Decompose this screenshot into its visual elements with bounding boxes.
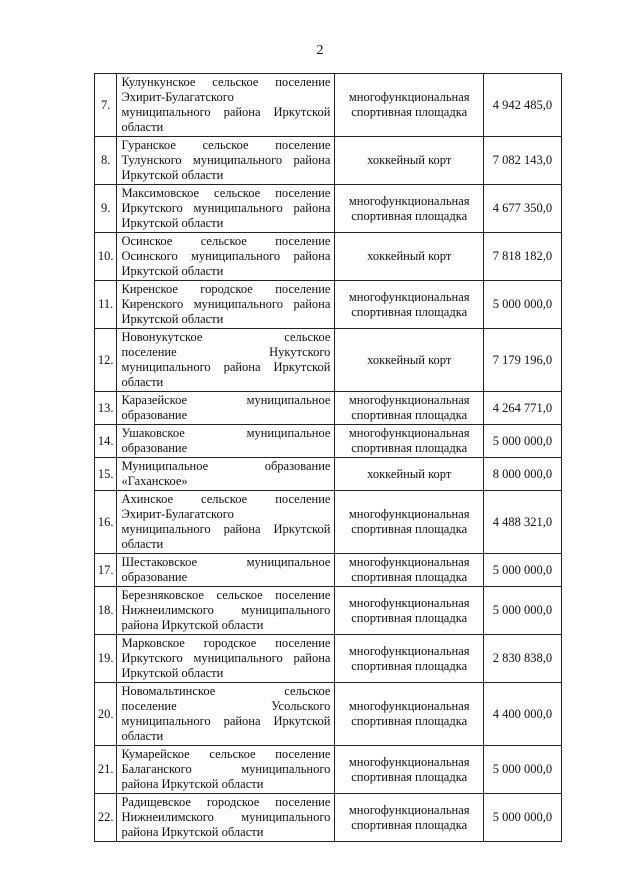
facility-type-line: спортивная площадка: [351, 208, 468, 223]
facility-type-line: хоккейный корт: [367, 153, 452, 167]
municipality-name-line: области: [121, 120, 164, 134]
facility-type: [335, 233, 484, 281]
subsidy-amount: 7 082 143,0: [483, 137, 561, 185]
municipality-name-line: Новомальтинское сельское: [121, 684, 331, 698]
facility-type: [335, 392, 484, 425]
facility-type-line: спортивная площадка: [351, 769, 468, 784]
subsidy-amount: 4 677 350,0: [483, 185, 561, 233]
municipality-name-line: Каразейское муниципальное: [121, 393, 331, 407]
municipality-name-line: Новонукутское сельское: [121, 330, 331, 344]
row-number: 14.: [95, 425, 117, 458]
table-row: [95, 185, 562, 233]
municipality-name-line: Иркутской области: [121, 216, 224, 230]
municipality-name-line: муниципального района Иркутской: [121, 522, 331, 536]
facility-type: [335, 554, 484, 587]
facility-type-line: многофункциональная: [348, 426, 470, 440]
facility-type-line: спортивная площадка: [351, 441, 468, 455]
table-row: [95, 281, 562, 329]
facility-type-line: хоккейный корт: [367, 352, 452, 367]
municipality-name: [117, 554, 335, 587]
table-row: [95, 425, 562, 458]
facility-type-line: многофункциональная: [348, 595, 470, 610]
municipality-name-line: Муниципальное образование: [121, 459, 331, 473]
municipality-name-line: Шестаковское муниципальное: [121, 555, 331, 569]
table-row: [95, 683, 562, 746]
table-row: [95, 554, 562, 587]
municipality-name: [117, 392, 335, 425]
facility-type-line: многофункциональная: [348, 699, 470, 713]
municipality-name: [117, 329, 335, 392]
municipality-name-line: «Гаханское»: [121, 474, 188, 488]
municipality-name: [117, 425, 335, 458]
municipality-name-line: Эхирит-Булагатского: [121, 90, 234, 104]
table-row: [95, 587, 562, 635]
municipality-name: [117, 491, 335, 554]
row-number: 8.: [95, 137, 117, 185]
municipality-name-line: Балаганского муниципального: [121, 762, 331, 776]
facility-type-line: многофункциональная: [348, 393, 470, 407]
row-number: 17.: [95, 554, 117, 587]
municipality-name: [117, 635, 335, 683]
facility-type: [335, 137, 484, 185]
table-row: [95, 392, 562, 425]
subsidy-amount: 8 000 000,0: [483, 458, 561, 491]
facility-type-line: спортивная площадка: [351, 408, 468, 422]
municipality-name-line: Марковское городское поселение: [121, 636, 331, 650]
municipality-name-line: Гуранское сельское поселение: [121, 138, 331, 152]
facility-type: [335, 491, 484, 554]
row-number: 20.: [95, 683, 117, 746]
facility-type-line: многофункциональная: [348, 193, 470, 208]
subsidy-amount: 4 488 321,0: [483, 491, 561, 554]
facility-type-line: спортивная площадка: [351, 610, 468, 625]
row-number: 16.: [95, 491, 117, 554]
municipality-name-line: Максимовское сельское поселение: [121, 186, 331, 200]
facility-type: [335, 458, 484, 491]
municipality-name: [117, 458, 335, 491]
facility-type-line: многофункциональная: [348, 507, 470, 521]
table-row: [95, 74, 562, 137]
municipality-name: [117, 794, 335, 842]
municipality-name: [117, 233, 335, 281]
municipality-name: [117, 185, 335, 233]
municipality-name-line: поселение Нукутского: [121, 345, 331, 359]
row-number: 19.: [95, 635, 117, 683]
municipality-name-line: образование: [121, 570, 188, 584]
subsidy-amount: 5 000 000,0: [483, 425, 561, 458]
facility-type: [335, 185, 484, 233]
table-row: [95, 233, 562, 281]
municipality-name-line: Киренское городское поселение: [121, 282, 331, 296]
table-row: [95, 329, 562, 392]
table-row: [95, 635, 562, 683]
municipality-name: [117, 281, 335, 329]
row-number: 21.: [95, 746, 117, 794]
municipality-name-line: образование: [121, 441, 188, 455]
facility-type: [335, 425, 484, 458]
municipality-name-line: Иркутской области: [121, 666, 224, 680]
municipality-name-line: области: [121, 375, 164, 389]
municipality-name-line: муниципального района Иркутской: [121, 714, 331, 728]
facility-type-line: многофункциональная: [348, 754, 470, 769]
municipality-name-line: Осинского муниципального района: [121, 249, 331, 263]
municipality-name-line: Ахинское сельское поселение: [121, 492, 331, 506]
table-row: [95, 491, 562, 554]
municipality-name-line: муниципального района Иркутской: [121, 105, 331, 119]
municipality-name-line: Осинское сельское поселение: [121, 234, 331, 248]
row-number: 13.: [95, 392, 117, 425]
facility-type: [335, 746, 484, 794]
facility-type-line: хоккейный корт: [367, 466, 452, 481]
facility-type-line: спортивная площадка: [351, 658, 468, 673]
municipality-name: [117, 137, 335, 185]
facility-type: [335, 281, 484, 329]
row-number: 22.: [95, 794, 117, 842]
facility-type-line: многофункциональная: [348, 802, 470, 817]
row-number: 7.: [95, 74, 117, 137]
subsidy-amount: 5 000 000,0: [483, 587, 561, 635]
municipality-name: [117, 746, 335, 794]
subsidy-amount: 7 818 182,0: [483, 233, 561, 281]
municipality-name-line: Иркутской области: [121, 312, 224, 326]
municipality-name-line: Эхирит-Булагатского: [121, 507, 234, 521]
page-number: 2: [316, 43, 324, 58]
facility-type-line: многофункциональная: [348, 555, 470, 569]
municipality-name-line: Нижнеилимского муниципального: [121, 810, 331, 824]
facility-type-line: спортивная площадка: [351, 304, 468, 319]
municipality-name-line: Радищевское городское поселение: [121, 795, 331, 809]
municipality-name-line: Ушаковское муниципальное: [121, 426, 331, 440]
row-number: 9.: [95, 185, 117, 233]
subsidy-amount: 5 000 000,0: [483, 794, 561, 842]
facility-type: [335, 74, 484, 137]
municipalities-table: [94, 73, 562, 842]
facility-type-line: многофункциональная: [348, 90, 470, 104]
municipality-name-line: поселение Усольского: [121, 699, 331, 713]
municipality-name-line: области: [121, 729, 164, 743]
municipality-name-line: муниципального района Иркутской: [121, 360, 331, 374]
municipality-name-line: района Иркутской области: [121, 777, 264, 791]
facility-type-line: хоккейный корт: [367, 249, 452, 263]
facility-type: [335, 329, 484, 392]
facility-type: [335, 794, 484, 842]
municipality-name: [117, 587, 335, 635]
table-row: [95, 794, 562, 842]
municipality-name-line: Иркутской области: [121, 168, 224, 182]
municipality-name-line: Тулунского муниципального района: [121, 153, 331, 167]
subsidy-amount: 5 000 000,0: [483, 746, 561, 794]
facility-type: [335, 587, 484, 635]
subsidy-amount: 7 179 196,0: [483, 329, 561, 392]
municipality-name-line: Киренского муниципального района: [121, 297, 331, 311]
subsidy-amount: 5 000 000,0: [483, 554, 561, 587]
subsidy-amount: 4 400 000,0: [483, 683, 561, 746]
facility-type-line: многофункциональная: [348, 289, 470, 304]
municipality-name-line: образование: [121, 408, 188, 422]
municipality-name: [117, 683, 335, 746]
municipality-name: [117, 74, 335, 137]
municipality-name-line: Иркутского муниципального района: [121, 201, 331, 215]
table-row: [95, 137, 562, 185]
table-body: [95, 74, 562, 842]
facility-type-line: спортивная площадка: [351, 522, 468, 536]
municipality-name-line: района Иркутской области: [121, 825, 264, 839]
facility-type-line: многофункциональная: [348, 643, 470, 658]
facility-type: [335, 635, 484, 683]
table-row: [95, 746, 562, 794]
municipality-name-line: Иркутской области: [121, 264, 224, 278]
row-number: 12.: [95, 329, 117, 392]
facility-type-line: спортивная площадка: [351, 714, 468, 728]
facility-type: [335, 683, 484, 746]
subsidy-amount: 5 000 000,0: [483, 281, 561, 329]
table-row: [95, 458, 562, 491]
row-number: 15.: [95, 458, 117, 491]
municipality-name-line: области: [121, 537, 164, 551]
facility-type-line: спортивная площадка: [351, 570, 468, 584]
row-number: 11.: [95, 281, 117, 329]
row-number: 10.: [95, 233, 117, 281]
subsidy-amount: 2 830 838,0: [483, 635, 561, 683]
municipality-name-line: Березняковское сельское поселение: [121, 588, 331, 602]
municipality-name-line: Кумарейское сельское поселение: [121, 747, 331, 761]
municipality-name-line: Нижнеилимского муниципального: [121, 603, 331, 617]
subsidy-amount: 4 942 485,0: [483, 74, 561, 137]
municipality-name-line: Иркутского муниципального района: [121, 651, 331, 665]
municipality-name-line: района Иркутской области: [121, 618, 264, 632]
subsidy-amount: 4 264 771,0: [483, 392, 561, 425]
row-number: 18.: [95, 587, 117, 635]
facility-type-line: спортивная площадка: [351, 105, 468, 119]
municipality-name-line: Кулункунское сельское поселение: [121, 75, 331, 89]
facility-type-line: спортивная площадка: [351, 817, 468, 832]
